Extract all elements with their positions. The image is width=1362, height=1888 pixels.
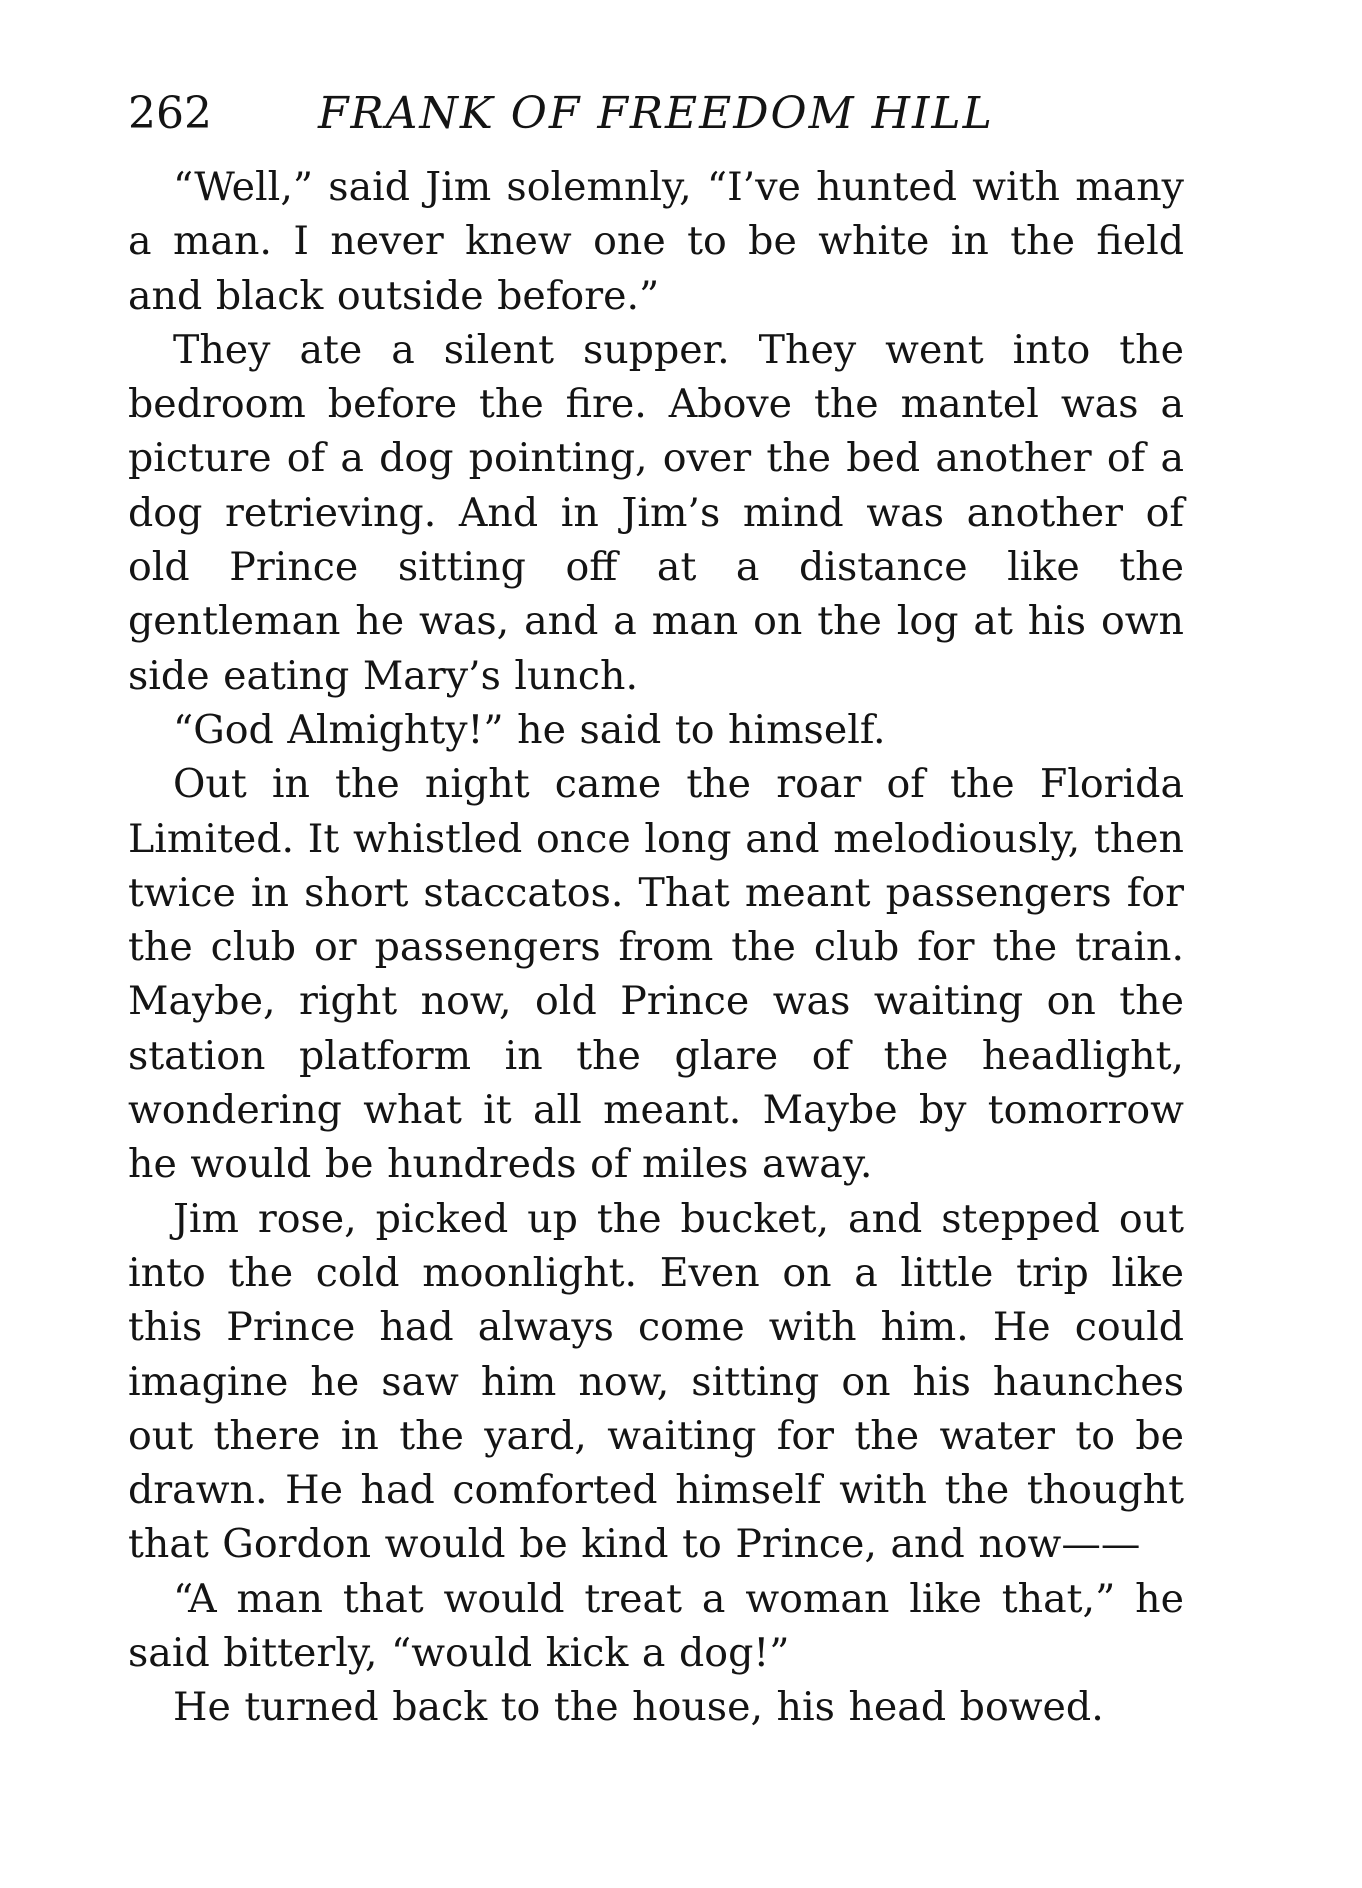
- paragraph: Jim rose, picked up the bucket, and stepped out into the cold moonlight. Even on a little trip like this Prince had always come with him. He could imagine he saw him now, sitting on his haunches out there in the yard, waiting for the water to be drawn. He had comforted himself with the thought that Gordon would be kind to Prince, and now——: [128, 1195, 1184, 1568]
- page-header: [128, 86, 1188, 142]
- running-title: FRANK OF FREEDOM HILL: [318, 88, 994, 139]
- paragraph: He turned back to the house, his head bowed.: [173, 1684, 1104, 1731]
- body-text: [128, 160, 1184, 1735]
- paragraph: “A man that would treat a woman like that,” he said bitterly, “would kick a dog!”: [128, 1575, 1184, 1677]
- page-number: 262: [128, 88, 212, 139]
- paragraph: They ate a silent supper. They went into the bedroom before the fire. Above the mantel was a picture of a dog pointing, over the bed another of a dog retrieving. And in Jim’s mind was another of old Prince sitting off at a distance like the gentleman he was, and a man on the log at his own side eating Mary’s lunch.: [128, 326, 1184, 699]
- paragraph: “Well,” said Jim solemnly, “I’ve hunted with many a man. I never knew one to be white in the field and black outside before.”: [128, 164, 1184, 319]
- paragraph: “God Almighty!” he said to himself.: [173, 706, 886, 753]
- paragraph: Out in the night came the roar of the Florida Limited. It whistled once long and melodiously, then twice in short staccatos. That meant passengers for the club or passengers from the club for the train. Maybe, right now, old Prince was waiting on the station platform in the glare of the headlight, wondering what it all meant. Maybe by tomorrow he would be hundreds of miles away.: [128, 761, 1184, 1188]
